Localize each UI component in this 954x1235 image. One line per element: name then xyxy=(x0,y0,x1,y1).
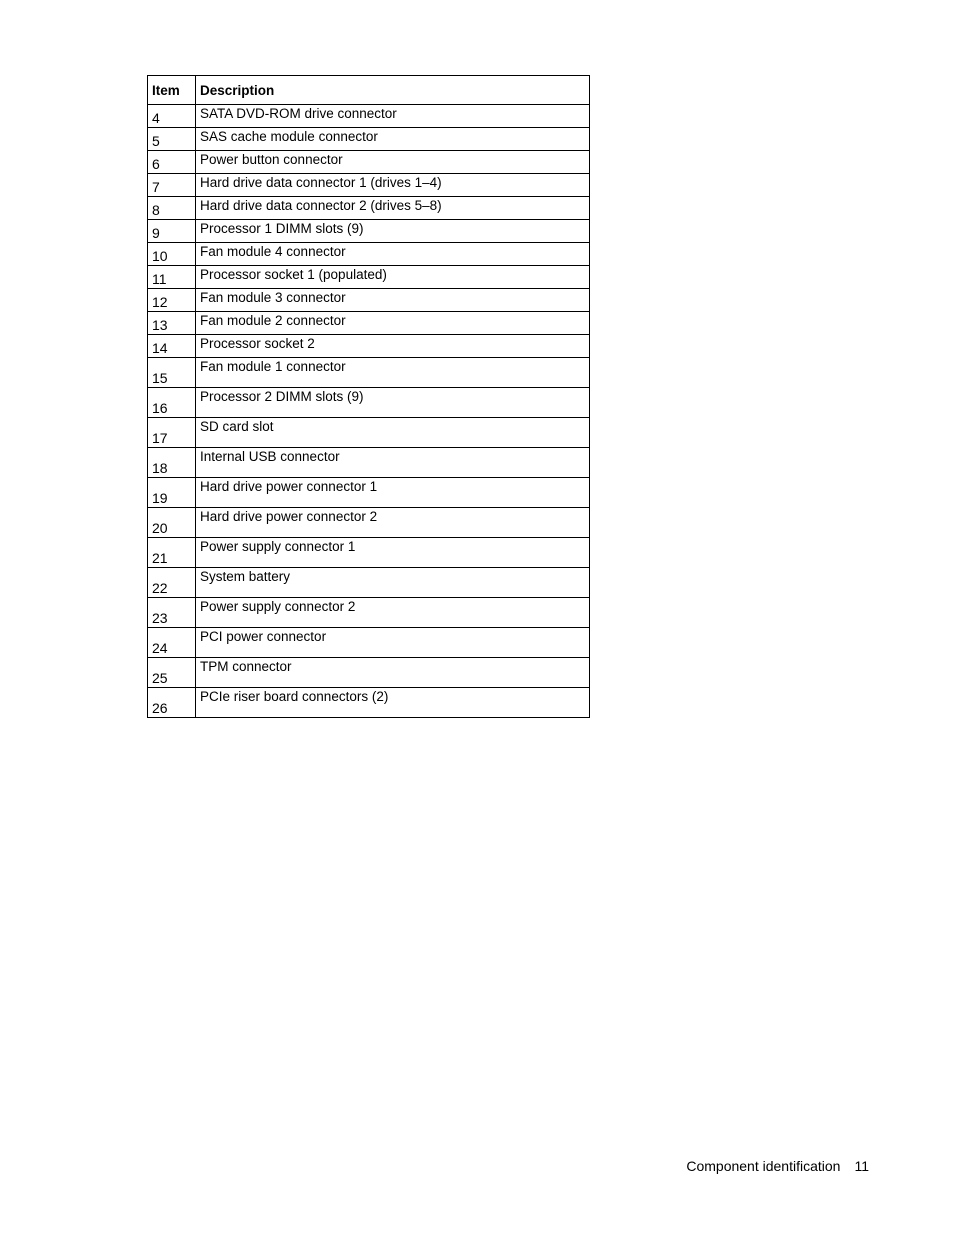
table-row xyxy=(148,448,590,478)
column-header-item: Item xyxy=(148,76,196,105)
table-row xyxy=(148,388,590,418)
table-row xyxy=(148,220,590,243)
table-row xyxy=(148,688,590,718)
item-description: Hard drive power connector 2 xyxy=(196,508,590,538)
table-row xyxy=(148,538,590,568)
item-description: Processor 1 DIMM slots (9) xyxy=(196,220,590,243)
item-description: Fan module 1 connector xyxy=(196,358,590,388)
table-row xyxy=(148,358,590,388)
item-number: 22 xyxy=(148,568,196,598)
table-row xyxy=(148,568,590,598)
table-row xyxy=(148,151,590,174)
table-row xyxy=(148,508,590,538)
table-row xyxy=(148,335,590,358)
item-description: System battery xyxy=(196,568,590,598)
item-number: 21 xyxy=(148,538,196,568)
table-row xyxy=(148,174,590,197)
item-number: 13 xyxy=(148,312,196,335)
item-number: 5 xyxy=(148,128,196,151)
item-description: PCIe riser board connectors (2) xyxy=(196,688,590,718)
table-row xyxy=(148,128,590,151)
table-row xyxy=(148,658,590,688)
item-number: 26 xyxy=(148,688,196,718)
item-description: SATA DVD-ROM drive connector xyxy=(196,105,590,128)
item-number: 8 xyxy=(148,197,196,220)
item-number: 11 xyxy=(148,266,196,289)
footer-section-title: Component identification xyxy=(686,1158,841,1174)
table-row xyxy=(148,598,590,628)
item-description: Fan module 3 connector xyxy=(196,289,590,312)
item-number: 6 xyxy=(148,151,196,174)
item-description: Processor socket 2 xyxy=(196,335,590,358)
item-number: 10 xyxy=(148,243,196,266)
component-table xyxy=(147,75,590,718)
item-number: 15 xyxy=(148,358,196,388)
item-number: 18 xyxy=(148,448,196,478)
table-header-row xyxy=(148,76,590,105)
table-row xyxy=(148,418,590,448)
item-number: 4 xyxy=(148,105,196,128)
item-number: 9 xyxy=(148,220,196,243)
item-number: 19 xyxy=(148,478,196,508)
item-description: SAS cache module connector xyxy=(196,128,590,151)
table-row xyxy=(148,628,590,658)
item-number: 14 xyxy=(148,335,196,358)
item-number: 24 xyxy=(148,628,196,658)
item-description: TPM connector xyxy=(196,658,590,688)
table-row xyxy=(148,266,590,289)
item-number: 17 xyxy=(148,418,196,448)
item-number: 20 xyxy=(148,508,196,538)
table-row xyxy=(148,243,590,266)
item-description: Hard drive data connector 1 (drives 1–4) xyxy=(196,174,590,197)
item-description: Processor 2 DIMM slots (9) xyxy=(196,388,590,418)
column-header-description: Description xyxy=(196,76,590,105)
item-description: Hard drive data connector 2 (drives 5–8) xyxy=(196,197,590,220)
table-row xyxy=(148,197,590,220)
item-number: 16 xyxy=(148,388,196,418)
item-number: 25 xyxy=(148,658,196,688)
item-description: Power supply connector 1 xyxy=(196,538,590,568)
table-row xyxy=(148,105,590,128)
item-number: 12 xyxy=(148,289,196,312)
table-row xyxy=(148,289,590,312)
item-description: PCI power connector xyxy=(196,628,590,658)
table-row xyxy=(148,312,590,335)
item-description: SD card slot xyxy=(196,418,590,448)
page-number: 11 xyxy=(854,1158,869,1174)
item-number: 7 xyxy=(148,174,196,197)
item-description: Fan module 2 connector xyxy=(196,312,590,335)
item-description: Processor socket 1 (populated) xyxy=(196,266,590,289)
item-description: Hard drive power connector 1 xyxy=(196,478,590,508)
item-description: Fan module 4 connector xyxy=(196,243,590,266)
page-footer xyxy=(686,1158,869,1174)
item-description: Internal USB connector xyxy=(196,448,590,478)
item-description: Power button connector xyxy=(196,151,590,174)
item-description: Power supply connector 2 xyxy=(196,598,590,628)
item-number: 23 xyxy=(148,598,196,628)
table-row xyxy=(148,478,590,508)
